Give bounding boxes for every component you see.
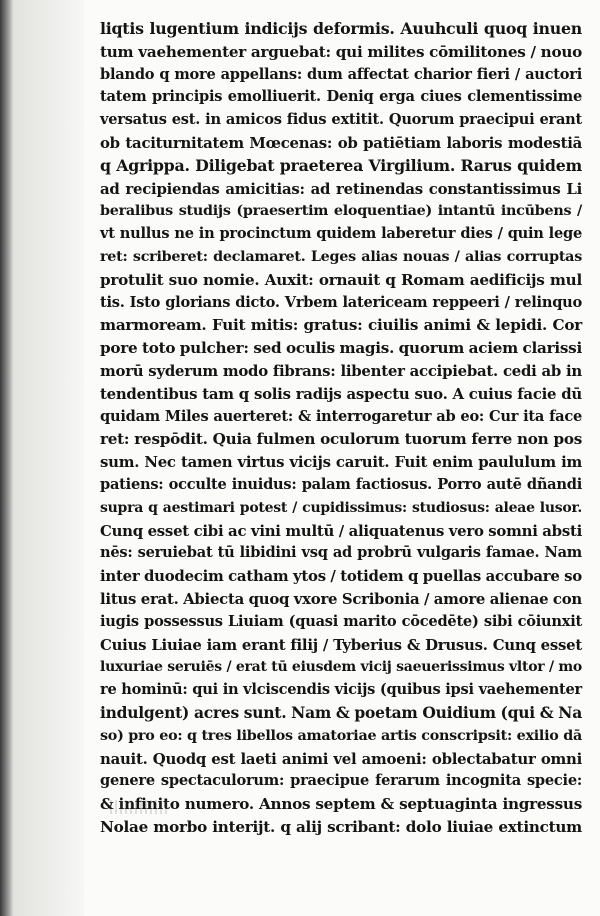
text-line-15: pore toto pulcher: sed oculis magis. quorum aciem clarissi xyxy=(100,339,582,358)
page-edge-shadow xyxy=(0,0,14,916)
text-line-2: tum vaehementer arguebat: qui milites cōmilitones / nouo xyxy=(100,42,582,61)
text-line-4: tatem principis emolliuerit. Deniq erga ciues clementissime xyxy=(100,88,582,106)
text-line-29: luxuriae seruiēs / erat tū eiusdem vicij saeuerissimus vltor / mo xyxy=(100,659,582,676)
text-line-13: tis. Isto glorians dicto. Vrbem latericeam reppeeri / relinquo xyxy=(100,293,582,311)
text-line-35: & infinito numero. Annos septem & septuaginta ingressus xyxy=(100,795,582,814)
text-line-5: versatus est. in amicos fidus extitit. Quorum praecipui erant xyxy=(100,111,582,129)
text-line-28: Cuius Liuiae iam erant filij / Tyberius & Drusus. Cunq esset xyxy=(100,635,582,654)
text-line-10: vt nullus ne in procinctum quidem laberetur dies / quin lege xyxy=(100,225,582,243)
text-line-26: litus erat. Abiecta quoq vxore Scribonia / amore alienae con xyxy=(100,589,582,608)
text-line-21: patiens: occulte inuidus: palam factiosus. Porro autē dñandi xyxy=(100,475,582,493)
text-line-3: blando q more appellans: dum affectat charior fieri / auctori xyxy=(100,65,582,83)
text-line-36: Nolae morbo interijt. q alij scribant: dolo liuiae extinctum xyxy=(100,817,582,836)
text-line-17: tendentibus tam q solis radijs aspectu suo. A cuius facie dū xyxy=(100,384,582,403)
text-line-24: nēs: seruiebat tū libidini vsq ad probrū vulgaris famae. Nam xyxy=(100,544,582,562)
text-line-32: so) pro eo: q tres libellos amatoriae artis conscripsit: exilio dā xyxy=(100,727,582,744)
text-line-31: indulgent) acres sunt. Nam & poetam Ouidium (qui & Na xyxy=(100,702,582,722)
text-line-7: q Agrippa. Diligebat praeterea Virgilium. Rarus quidem xyxy=(100,155,582,175)
text-line-14: marmoream. Fuit mitis: gratus: ciuilis animi & lepidi. Cor xyxy=(100,316,582,335)
text-line-30: re hominū: qui in vlciscendis vicijs (quibus ipsi vaehementer xyxy=(100,681,582,699)
page-gutter xyxy=(14,0,84,916)
show-through-mark xyxy=(110,800,170,814)
text-line-22: supra q aestimari potest / cupidissimus: studiosus: aleae lusor. xyxy=(100,499,582,516)
text-line-19: ret: respōdit. Quia fulmen oculorum tuorum ferre non pos xyxy=(100,430,582,449)
text-line-1: liqtis lugentium indicijs deformis. Auuhculi quoq inuen xyxy=(100,19,582,38)
text-line-33: nauit. Quodq est laeti animi vel amoeni: oblectabatur omni xyxy=(100,749,582,768)
text-line-9: beralibus studijs (praesertim eloquentiae) intantū incūbens / xyxy=(100,203,582,220)
text-column xyxy=(100,18,582,836)
text-line-20: sum. Nec tamen virtus vicijs caruit. Fuit enim paululum im xyxy=(100,453,582,472)
text-line-16: morū syderum modo fibrans: libenter accipiebat. cedi ab in xyxy=(100,361,582,380)
text-line-6: ob taciturnitatem Mœcenas: ob patiētiam laboris modestiā xyxy=(100,133,582,152)
text-line-25: inter duodecim catham ytos / totidem q puellas accubare so xyxy=(100,567,582,586)
text-line-18: quidam Miles auerteret: & interrogaretur ab eo: Cur ita face xyxy=(100,407,582,425)
text-line-12: protulit suo nomie. Auxit: ornauit q Romam aedificijs mul xyxy=(100,270,582,289)
text-line-11: ret: scriberet: declamaret. Leges alias nouas / alias corruptas xyxy=(100,248,582,265)
text-line-8: ad recipiendas amicitias: ad retinendas constantissimus Li xyxy=(100,179,582,198)
text-line-27: iugis possessus Liuiam (quasi marito cōcedēte) sibi cōiunxit xyxy=(100,612,582,630)
text-line-23: Cunq esset cibi ac vini multū / aliquatenus vero somni absti xyxy=(100,521,582,540)
text-line-34: genere spectaculorum: praecipue ferarum incognita specie: xyxy=(100,772,582,790)
